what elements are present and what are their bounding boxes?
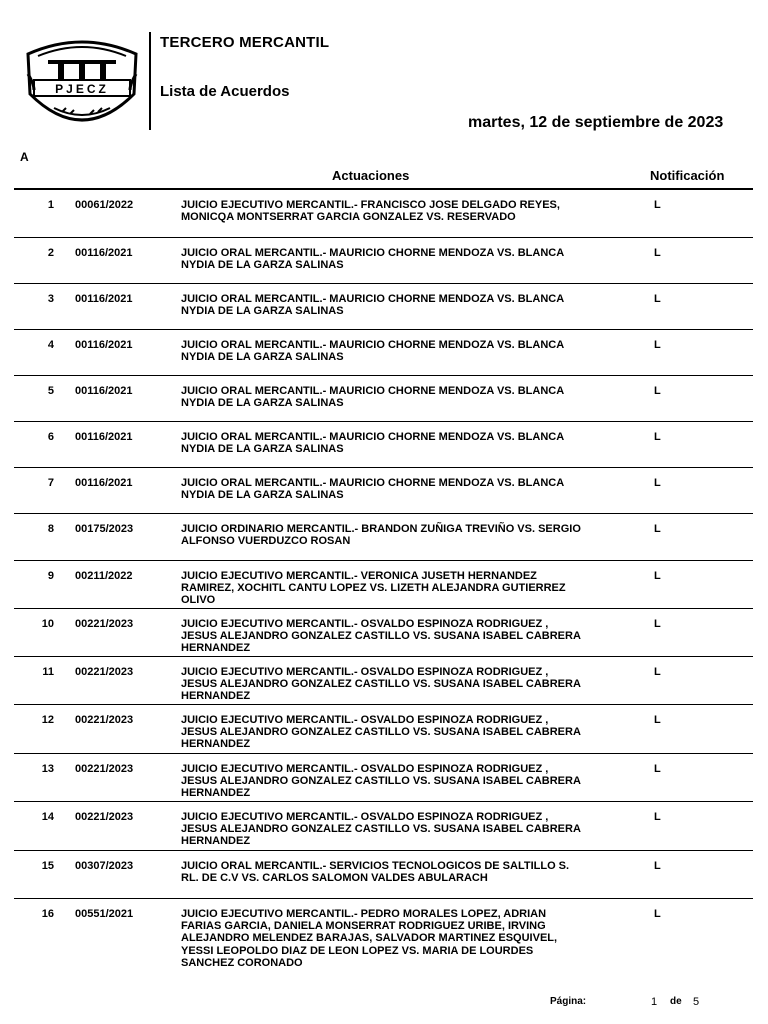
row-expediente: 00221/2023 <box>75 666 134 678</box>
table-row <box>14 514 753 561</box>
row-expediente: 00116/2021 <box>75 431 133 443</box>
row-actuacion: JUICIO ORAL MERCANTIL.- MAURICIO CHORNE MENDOZA VS. BLANCA NYDIA DE LA GARZA SALINAS <box>181 339 564 364</box>
table-row <box>14 851 753 899</box>
row-actuacion: JUICIO EJECUTIVO MERCANTIL.- FRANCISCO JOSE DELGADO REYES, MONICQA MONTSERRAT GARCIA GONZALEZ VS. RESERVADO <box>181 199 560 224</box>
table-row <box>14 422 753 468</box>
table-row <box>14 330 753 376</box>
row-expediente: 00116/2021 <box>75 385 133 397</box>
row-actuacion: JUICIO ORAL MERCANTIL.- MAURICIO CHORNE MENDOZA VS. BLANCA NYDIA DE LA GARZA SALINAS <box>181 247 564 272</box>
row-number: 10 <box>41 618 54 630</box>
row-number: 8 <box>47 523 54 535</box>
row-expediente: 00551/2021 <box>75 908 134 920</box>
row-number: 6 <box>47 431 54 443</box>
row-notificacion: L <box>654 860 661 872</box>
row-number: 4 <box>47 339 54 351</box>
row-number: 5 <box>47 385 54 397</box>
column-header-actuaciones: Actuaciones <box>332 168 410 183</box>
row-expediente: 00116/2021 <box>75 247 133 259</box>
row-number: 3 <box>47 293 54 305</box>
row-expediente: 00061/2022 <box>75 199 134 211</box>
table-row <box>14 284 753 330</box>
row-actuacion: JUICIO EJECUTIVO MERCANTIL.- OSVALDO ESPINOZA RODRIGUEZ , JESUS ALEJANDRO GONZALEZ CASTILLO VS. SUSANA ISABEL CABRERA HERNANDEZ <box>181 618 581 655</box>
page-label: Página: <box>550 996 587 1007</box>
row-expediente: 00221/2023 <box>75 714 134 726</box>
table-row <box>14 657 753 705</box>
pjecz-logo <box>24 34 140 130</box>
table-row <box>14 609 753 657</box>
row-expediente: 00175/2023 <box>75 523 134 535</box>
row-number: 16 <box>41 908 54 920</box>
row-actuacion: JUICIO EJECUTIVO MERCANTIL.- PEDRO MORALES LOPEZ, ADRIAN FARIAS GARCIA, DANIELA MONSERRAT RODRIGUEZ URIBE, IRVING ALEJANDRO MELENDEZ BARAJAS, SALVADOR MARTINEZ ESQUIVEL, YESSI LEOPOLDO DIAZ DE LEON LOPEZ VS. MARIA DE LOURDES SANCHEZ CORONADO <box>181 908 558 969</box>
row-notificacion: L <box>654 523 661 535</box>
row-notificacion: L <box>654 714 661 726</box>
row-notificacion: L <box>654 385 661 397</box>
row-actuacion: JUICIO EJECUTIVO MERCANTIL.- OSVALDO ESPINOZA RODRIGUEZ , JESUS ALEJANDRO GONZALEZ CASTILLO VS. SUSANA ISABEL CABRERA HERNANDEZ <box>181 714 581 751</box>
page-current: 1 <box>651 996 658 1008</box>
page-total: 5 <box>693 996 700 1008</box>
table-row <box>14 238 753 284</box>
row-expediente: 00211/2022 <box>75 570 133 582</box>
list-title: Lista de Acuerdos <box>160 83 290 100</box>
row-notificacion: L <box>654 618 661 630</box>
row-notificacion: L <box>654 247 661 259</box>
row-notificacion: L <box>654 431 661 443</box>
table-row <box>14 754 753 802</box>
row-notificacion: L <box>654 908 661 920</box>
row-actuacion: JUICIO ORAL MERCANTIL.- MAURICIO CHORNE MENDOZA VS. BLANCA NYDIA DE LA GARZA SALINAS <box>181 293 564 318</box>
row-actuacion: JUICIO ORDINARIO MERCANTIL.- BRANDON ZUÑIGA TREVIÑO VS. SERGIO ALFONSO VUERDUZCO ROSAN <box>181 523 581 548</box>
row-expediente: 00116/2021 <box>75 339 133 351</box>
row-number: 7 <box>47 477 54 489</box>
row-expediente: 00116/2021 <box>75 293 133 305</box>
row-notificacion: L <box>654 763 661 775</box>
table-row <box>14 705 753 754</box>
header-divider <box>149 32 151 130</box>
row-actuacion: JUICIO EJECUTIVO MERCANTIL.- OSVALDO ESPINOZA RODRIGUEZ , JESUS ALEJANDRO GONZALEZ CASTILLO VS. SUSANA ISABEL CABRERA HERNANDEZ <box>181 811 581 848</box>
row-actuacion: JUICIO EJECUTIVO MERCANTIL.- VERONICA JUSETH HERNANDEZ RAMIREZ, XOCHITL CANTU LOPEZ VS. LIZETH ALEJANDRA GUTIERREZ OLIVO <box>181 570 566 607</box>
row-number: 2 <box>47 247 54 259</box>
section-letter: A <box>20 150 29 164</box>
row-notificacion: L <box>654 293 661 305</box>
row-expediente: 00307/2023 <box>75 860 134 872</box>
table-row <box>14 376 753 422</box>
row-expediente: 00116/2021 <box>75 477 133 489</box>
row-number: 1 <box>47 199 54 211</box>
row-expediente: 00221/2023 <box>75 811 134 823</box>
row-notificacion: L <box>654 570 661 582</box>
row-expediente: 00221/2023 <box>75 618 134 630</box>
row-number: 13 <box>41 763 54 775</box>
row-notificacion: L <box>654 477 661 489</box>
table-row <box>14 802 753 851</box>
logo-text: PJECZ <box>55 82 109 96</box>
row-notificacion: L <box>654 199 661 211</box>
row-number: 15 <box>41 860 54 872</box>
row-actuacion: JUICIO ORAL MERCANTIL.- MAURICIO CHORNE MENDOZA VS. BLANCA NYDIA DE LA GARZA SALINAS <box>181 385 564 410</box>
row-number: 9 <box>47 570 54 582</box>
table-row <box>14 899 753 981</box>
row-actuacion: JUICIO ORAL MERCANTIL.- SERVICIOS TECNOLOGICOS DE SALTILLO S. RL. DE C.V VS. CARLOS SALOMON VALDES ABULARACH <box>181 860 570 885</box>
row-actuacion: JUICIO EJECUTIVO MERCANTIL.- OSVALDO ESPINOZA RODRIGUEZ , JESUS ALEJANDRO GONZALEZ CASTILLO VS. SUSANA ISABEL CABRERA HERNANDEZ <box>181 666 581 703</box>
row-notificacion: L <box>654 811 661 823</box>
row-number: 12 <box>41 714 54 726</box>
table-row <box>14 561 753 609</box>
list-date: martes, 12 de septiembre de 2023 <box>468 114 724 131</box>
row-number: 14 <box>41 811 54 823</box>
row-actuacion: JUICIO EJECUTIVO MERCANTIL.- OSVALDO ESPINOZA RODRIGUEZ , JESUS ALEJANDRO GONZALEZ CASTILLO VS. SUSANA ISABEL CABRERA HERNANDEZ <box>181 763 581 800</box>
court-name: TERCERO MERCANTIL <box>160 34 330 51</box>
row-actuacion: JUICIO ORAL MERCANTIL.- MAURICIO CHORNE MENDOZA VS. BLANCA NYDIA DE LA GARZA SALINAS <box>181 431 564 456</box>
row-number: 11 <box>42 666 54 678</box>
table-row <box>14 190 753 238</box>
page-of: de <box>670 996 682 1007</box>
row-notificacion: L <box>654 339 661 351</box>
row-notificacion: L <box>654 666 661 678</box>
acuerdos-table <box>14 190 753 981</box>
table-row <box>14 468 753 514</box>
column-header-notificacion: Notificación <box>650 168 725 183</box>
row-expediente: 00221/2023 <box>75 763 134 775</box>
row-actuacion: JUICIO ORAL MERCANTIL.- MAURICIO CHORNE MENDOZA VS. BLANCA NYDIA DE LA GARZA SALINAS <box>181 477 564 502</box>
